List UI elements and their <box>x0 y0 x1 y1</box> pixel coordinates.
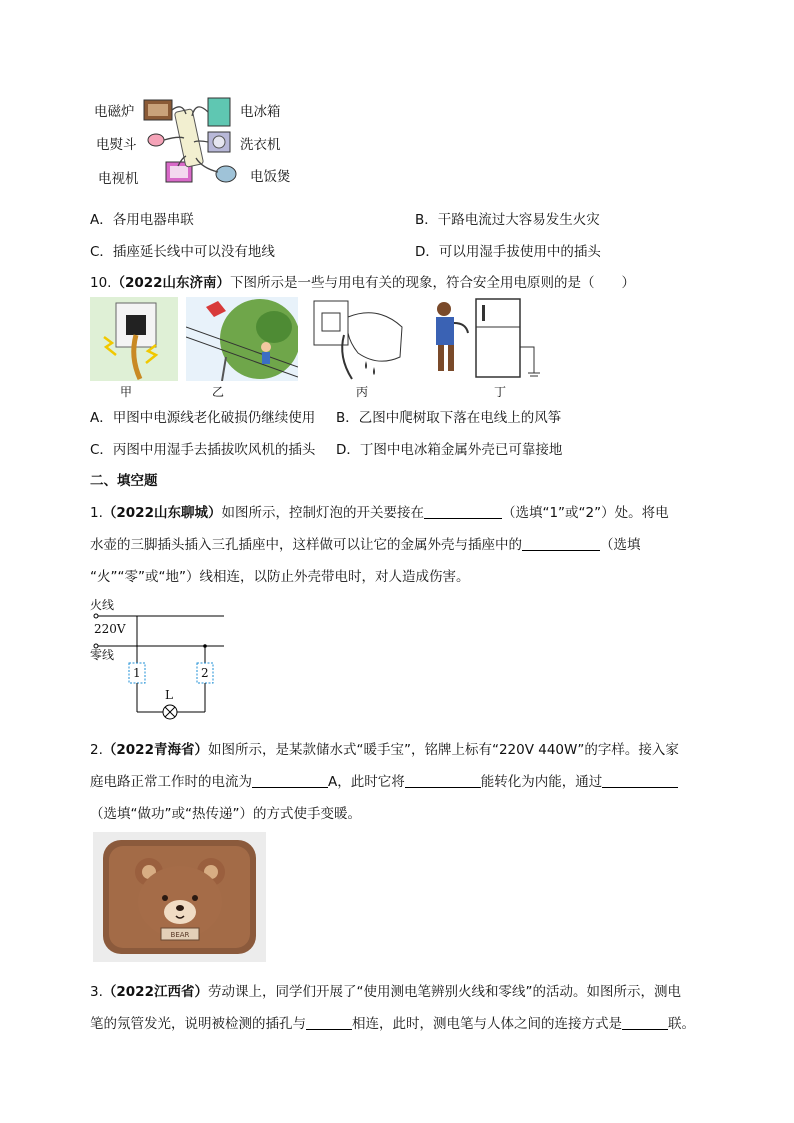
appliance-label-induction-cooker: 电磁炉 <box>94 104 135 120</box>
power-strip-illustration <box>142 92 242 192</box>
q3-blank-1[interactable] <box>306 1015 352 1030</box>
appliance-label-rice-cooker: 电饭煲 <box>250 169 291 185</box>
q3-line-2 <box>90 1012 695 1032</box>
q1-text: 水壶的三脚插头插入三孔插座中，这样做可以让它的金属外壳与插座中的 <box>90 537 522 553</box>
appliance-label-tv: 电视机 <box>98 171 139 187</box>
figure-bing-wet-hand-plug <box>308 297 408 381</box>
position-2-label: 2 <box>201 666 209 680</box>
lamp-label: L <box>165 688 173 702</box>
q2-text: 如图所示，是某款储水式“暖手宝”，铭牌上标有“220V 440W”的字样。接入家 <box>207 742 679 758</box>
q2-text: 能转化为内能，通过 <box>480 774 603 790</box>
appliance-label-iron: 电熨斗 <box>96 137 137 153</box>
q1-source: （2022山东聊城） <box>102 505 222 521</box>
appliance-label-washer: 洗衣机 <box>240 137 281 153</box>
q9-option-c: C．插座延长线中可以没有地线 <box>90 244 275 260</box>
q1-line-1 <box>90 501 669 521</box>
q3-text: 相连，此时，测电笔与人体之间的连接方式是 <box>352 1016 622 1032</box>
q9-option-b: B．干路电流过大容易发生火灾 <box>415 212 600 228</box>
appliance-figure <box>90 92 310 192</box>
section-title: 二、填空题 <box>90 473 158 489</box>
appliance-label-fridge: 电冰箱 <box>240 104 281 120</box>
figure-yi-kite-tree <box>186 297 298 381</box>
q10-option-a: A．甲图中电源线老化破损仍继续使用 <box>90 410 316 426</box>
caption-bing: 丙 <box>356 385 369 399</box>
voltage-label: 220V <box>94 622 126 636</box>
figure-jia-damaged-cord <box>90 297 178 381</box>
hand-warmer-label: BEAR <box>170 931 190 939</box>
q10-option-b: B．乙图中爬树取下落在电线上的风筝 <box>336 410 562 426</box>
q2-text: 庭电路正常工作时的电流为 <box>90 774 252 790</box>
live-wire-label: 火线 <box>90 598 115 612</box>
q2-source: （2022青海省） <box>102 742 208 758</box>
q10-option-d: D．丁图中电冰箱金属外壳已可靠接地 <box>336 442 563 458</box>
q3-blank-2[interactable] <box>622 1015 668 1030</box>
q3-line-1 <box>90 980 681 1000</box>
q9-option-d: D．可以用湿手拔使用中的插头 <box>415 244 601 260</box>
q2-number: 2. <box>90 742 103 758</box>
q3-number: 3. <box>90 984 103 1000</box>
q1-blank-2[interactable] <box>522 536 600 551</box>
figure-ding-fridge-grounded <box>422 297 542 381</box>
q2-blank-1[interactable] <box>252 773 328 788</box>
caption-jia: 甲 <box>120 385 133 399</box>
q10-stem-text: 下图所示是一些与用电有关的现象，符合安全用电原则的是（ ） <box>230 275 636 291</box>
q2-blank-2[interactable] <box>405 773 481 788</box>
q3-text: 劳动课上，同学们开展了“使用测电笔辨别火线和零线”的活动。如图所示，测电 <box>207 984 681 1000</box>
q1-line-3 <box>90 565 469 585</box>
q10-source: （2022山东济南） <box>111 275 231 291</box>
q10-option-c: C．丙图中用湿手去插拔吹风机的插头 <box>90 442 316 458</box>
caption-ding: 丁 <box>494 385 507 399</box>
q2-text: （选填“做功”或“热传递”）的方式使手变暖。 <box>90 806 361 822</box>
q2-blank-3[interactable] <box>602 773 678 788</box>
q10-number: 10. <box>90 275 112 291</box>
q1-text: “火”“零”或“地”）线相连，以防止外壳带电时，对人造成伤害。 <box>90 569 470 585</box>
position-1-label: 1 <box>133 666 141 680</box>
q1-circuit-diagram <box>90 594 230 726</box>
caption-yi: 乙 <box>212 385 225 399</box>
q3-text: 笔的氖管发光，说明被检测的插孔与 <box>90 1016 306 1032</box>
q1-text: 如图所示，控制灯泡的开关要接在 <box>221 505 424 521</box>
q2-line-1 <box>90 738 679 758</box>
q2-line-2 <box>90 770 678 790</box>
q3-source: （2022江西省） <box>102 984 208 1000</box>
q2-text: A，此时它将 <box>328 774 405 790</box>
q10-figures <box>90 297 540 397</box>
q2-line-3 <box>90 802 361 822</box>
q1-blank-1[interactable] <box>424 504 502 519</box>
hand-warmer-bear-photo <box>93 832 266 962</box>
q1-number: 1. <box>90 505 103 521</box>
q1-line-2 <box>90 533 641 553</box>
q1-text: （选填 <box>600 537 641 553</box>
neutral-wire-label: 零线 <box>90 648 115 662</box>
q1-text: （选填“1”或“2”）处。将电 <box>501 505 669 521</box>
q10-stem <box>90 271 635 291</box>
q9-option-a: A．各用电器串联 <box>90 212 194 228</box>
q3-text: 联。 <box>668 1016 695 1032</box>
